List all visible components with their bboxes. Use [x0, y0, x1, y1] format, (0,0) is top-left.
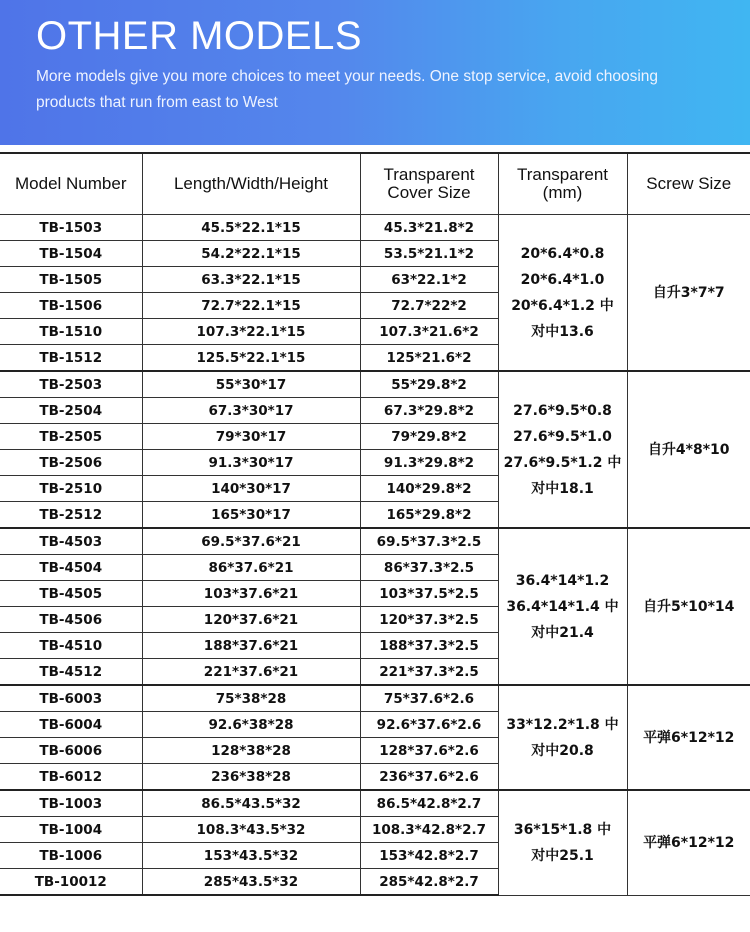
dimensions-cell: 72.7*22.1*15 [142, 293, 360, 319]
transparent-spec-cell [498, 685, 627, 790]
transparent-spec-line: 36*15*1.8 中 [513, 821, 612, 838]
table-row [0, 790, 750, 817]
dimensions-cell: 79*30*17 [142, 424, 360, 450]
transparent-spec-line: 对中20.8 [531, 742, 594, 759]
dimensions-cell: 54.2*22.1*15 [142, 241, 360, 267]
model-number-cell: TB-2512 [0, 502, 142, 529]
header-dimensions: Length/Width/Height [142, 153, 360, 215]
table-row [0, 215, 750, 241]
model-number-cell: TB-4505 [0, 581, 142, 607]
cover-size-cell: 55*29.8*2 [360, 371, 498, 398]
page-title: OTHER MODELS [36, 14, 363, 58]
model-number-cell: TB-1510 [0, 319, 142, 345]
transparent-spec-cell [498, 790, 627, 895]
cover-size-cell: 188*37.3*2.5 [360, 633, 498, 659]
dimensions-cell: 69.5*37.6*21 [142, 528, 360, 555]
model-number-cell: TB-1503 [0, 215, 142, 241]
header-cover-size: Transparent Cover Size [360, 153, 498, 215]
transparent-spec-line: 27.6*9.5*1.2 中 [503, 454, 622, 471]
dimensions-cell: 91.3*30*17 [142, 450, 360, 476]
dimensions-cell: 108.3*43.5*32 [142, 817, 360, 843]
model-number-cell: TB-2506 [0, 450, 142, 476]
screw-size-cell: 自升5*10*14 [627, 528, 750, 685]
header-screw-size: Screw Size [627, 153, 750, 215]
model-number-cell: TB-4512 [0, 659, 142, 686]
header-model-number: Model Number [0, 153, 142, 215]
cover-size-cell: 75*37.6*2.6 [360, 685, 498, 712]
transparent-spec-line: 27.6*9.5*0.8 [513, 402, 612, 419]
dimensions-cell: 221*37.6*21 [142, 659, 360, 686]
header-transparent-mm: Transparent (mm) [498, 153, 627, 215]
table-row [0, 685, 750, 712]
model-number-cell: TB-2505 [0, 424, 142, 450]
cover-size-cell: 140*29.8*2 [360, 476, 498, 502]
dimensions-cell: 285*43.5*32 [142, 869, 360, 896]
transparent-spec-line: 20*6.4*0.8 [520, 245, 605, 262]
dimensions-cell: 45.5*22.1*15 [142, 215, 360, 241]
dimensions-cell: 63.3*22.1*15 [142, 267, 360, 293]
cover-size-cell: 45.3*21.8*2 [360, 215, 498, 241]
dimensions-cell: 75*38*28 [142, 685, 360, 712]
cover-size-cell: 108.3*42.8*2.7 [360, 817, 498, 843]
models-table [0, 152, 750, 896]
cover-size-cell: 79*29.8*2 [360, 424, 498, 450]
dimensions-cell: 128*38*28 [142, 738, 360, 764]
cover-size-cell: 285*42.8*2.7 [360, 869, 498, 896]
dimensions-cell: 86*37.6*21 [142, 555, 360, 581]
table-row [0, 371, 750, 398]
transparent-spec-line: 33*12.2*1.8 中 [506, 716, 619, 733]
dimensions-cell: 92.6*38*28 [142, 712, 360, 738]
model-number-cell: TB-2510 [0, 476, 142, 502]
transparent-spec-line: 对中25.1 [531, 847, 594, 864]
cover-size-cell: 92.6*37.6*2.6 [360, 712, 498, 738]
model-number-cell: TB-6012 [0, 764, 142, 791]
model-number-cell: TB-1505 [0, 267, 142, 293]
table-body [0, 215, 750, 896]
model-number-cell: TB-6006 [0, 738, 142, 764]
model-number-cell: TB-4504 [0, 555, 142, 581]
model-number-cell: TB-4506 [0, 607, 142, 633]
dimensions-cell: 236*38*28 [142, 764, 360, 791]
cover-size-cell: 221*37.3*2.5 [360, 659, 498, 686]
dimensions-cell: 67.3*30*17 [142, 398, 360, 424]
transparent-spec-line: 对中13.6 [531, 323, 594, 340]
cover-size-cell: 103*37.5*2.5 [360, 581, 498, 607]
cover-size-cell: 107.3*21.6*2 [360, 319, 498, 345]
dimensions-cell: 107.3*22.1*15 [142, 319, 360, 345]
model-number-cell: TB-6004 [0, 712, 142, 738]
cover-size-cell: 72.7*22*2 [360, 293, 498, 319]
table-row [0, 528, 750, 555]
cover-size-cell: 86*37.3*2.5 [360, 555, 498, 581]
page-subtitle: More models give you more choices to meet your needs. One stop service, avoid choosing products that run from east to West [36, 68, 659, 111]
transparent-spec-line: 27.6*9.5*1.0 [513, 428, 612, 445]
screw-size-cell: 自升4*8*10 [627, 371, 750, 528]
screw-size-cell: 平弹6*12*12 [627, 790, 750, 895]
table-header-row [0, 153, 750, 215]
model-number-cell: TB-4510 [0, 633, 142, 659]
cover-size-cell: 165*29.8*2 [360, 502, 498, 529]
model-number-cell: TB-6003 [0, 685, 142, 712]
dimensions-cell: 165*30*17 [142, 502, 360, 529]
transparent-spec-line: 对中18.1 [531, 480, 594, 497]
cover-size-cell: 128*37.6*2.6 [360, 738, 498, 764]
transparent-spec-cell [498, 371, 627, 528]
dimensions-cell: 86.5*43.5*32 [142, 790, 360, 817]
transparent-spec-cell [498, 528, 627, 685]
cover-size-cell: 120*37.3*2.5 [360, 607, 498, 633]
dimensions-cell: 120*37.6*21 [142, 607, 360, 633]
screw-size-cell: 自升3*7*7 [627, 215, 750, 372]
transparent-spec-cell [498, 215, 627, 372]
model-number-cell: TB-1004 [0, 817, 142, 843]
model-number-cell: TB-1504 [0, 241, 142, 267]
model-number-cell: TB-1506 [0, 293, 142, 319]
screw-size-cell: 平弹6*12*12 [627, 685, 750, 790]
dimensions-cell: 103*37.6*21 [142, 581, 360, 607]
transparent-spec-line: 20*6.4*1.2 中 [511, 297, 614, 314]
dimensions-cell: 140*30*17 [142, 476, 360, 502]
model-number-cell: TB-1003 [0, 790, 142, 817]
cover-size-cell: 53.5*21.1*2 [360, 241, 498, 267]
cover-size-cell: 125*21.6*2 [360, 345, 498, 372]
model-number-cell: TB-1006 [0, 843, 142, 869]
transparent-spec-line: 36.4*14*1.2 [515, 572, 610, 589]
model-number-cell: TB-1512 [0, 345, 142, 372]
model-number-cell: TB-4503 [0, 528, 142, 555]
model-number-cell: TB-10012 [0, 869, 142, 896]
cover-size-cell: 63*22.1*2 [360, 267, 498, 293]
model-number-cell: TB-2503 [0, 371, 142, 398]
model-number-cell: TB-2504 [0, 398, 142, 424]
transparent-spec-line: 36.4*14*1.4 中 [506, 598, 619, 615]
dimensions-cell: 125.5*22.1*15 [142, 345, 360, 372]
cover-size-cell: 69.5*37.3*2.5 [360, 528, 498, 555]
dimensions-cell: 188*37.6*21 [142, 633, 360, 659]
transparent-spec-line: 对中21.4 [531, 624, 594, 641]
cover-size-cell: 91.3*29.8*2 [360, 450, 498, 476]
dimensions-cell: 153*43.5*32 [142, 843, 360, 869]
dimensions-cell: 55*30*17 [142, 371, 360, 398]
cover-size-cell: 67.3*29.8*2 [360, 398, 498, 424]
cover-size-cell: 86.5*42.8*2.7 [360, 790, 498, 817]
header-banner [0, 0, 750, 145]
cover-size-cell: 153*42.8*2.7 [360, 843, 498, 869]
transparent-spec-line: 20*6.4*1.0 [520, 271, 605, 288]
cover-size-cell: 236*37.6*2.6 [360, 764, 498, 791]
